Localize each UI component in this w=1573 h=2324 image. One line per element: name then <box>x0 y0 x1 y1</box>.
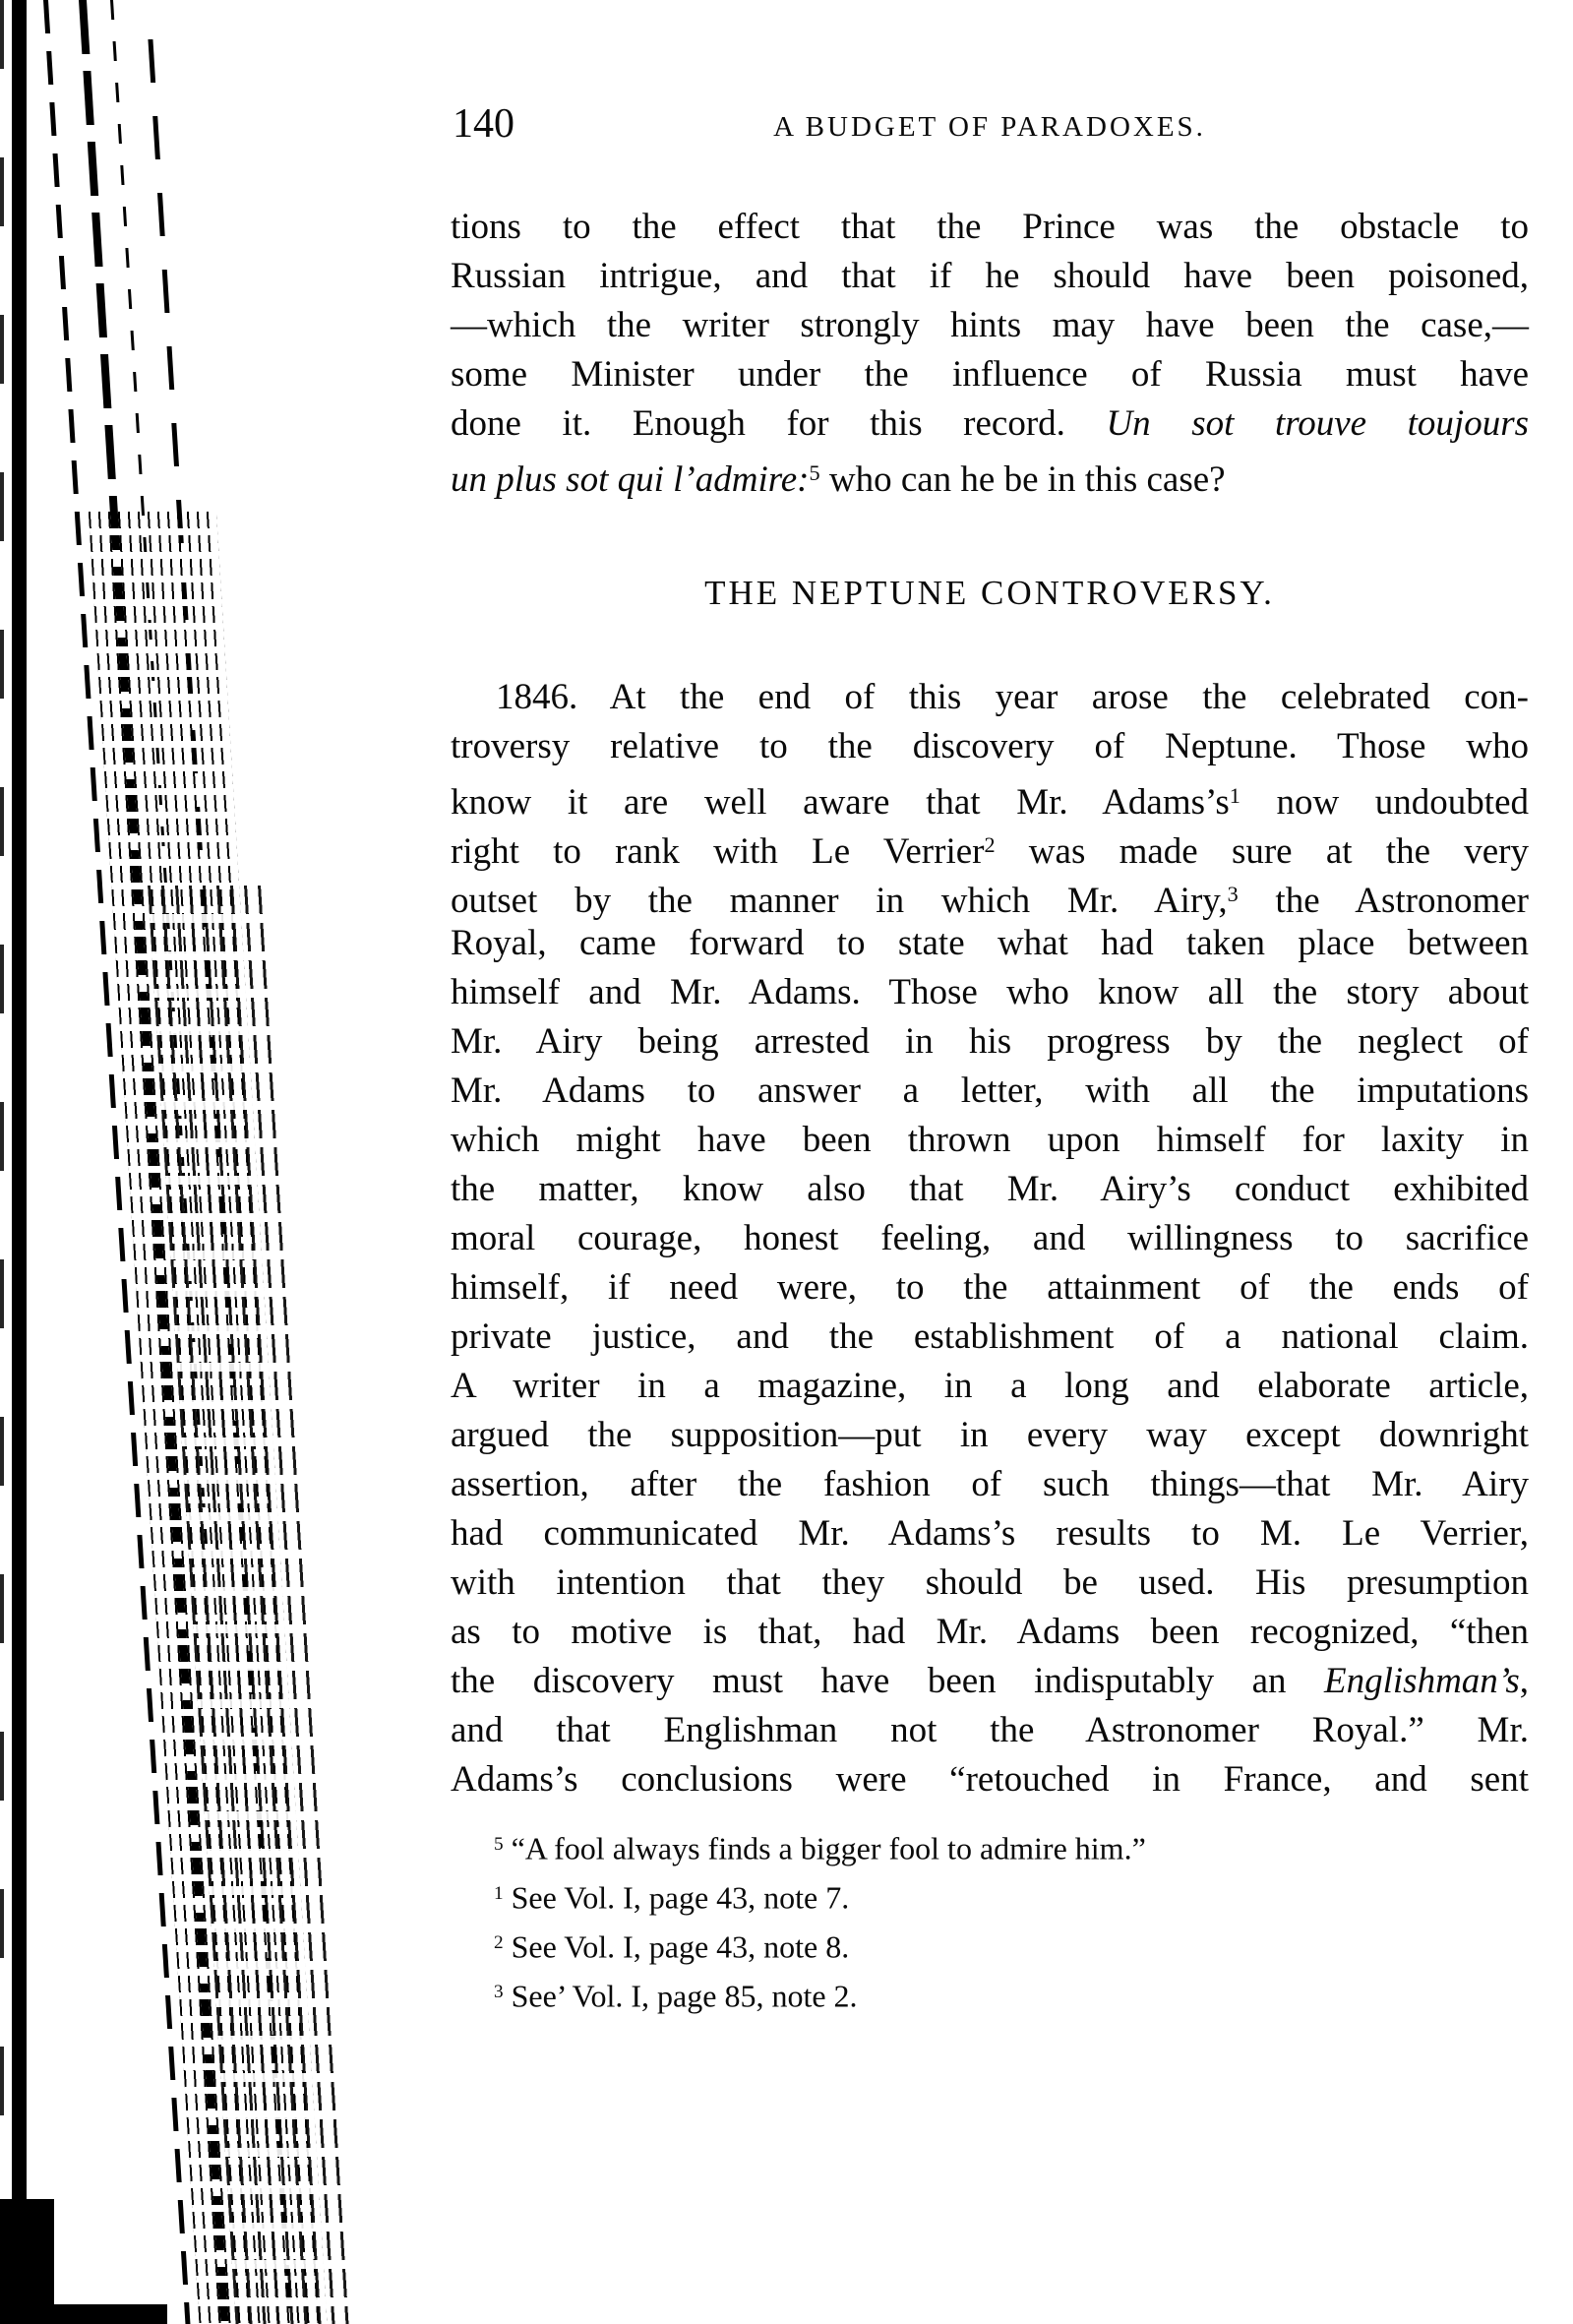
text-line <box>451 771 1529 824</box>
text-line <box>494 1919 1529 1968</box>
binding-streak <box>0 0 4 2324</box>
binding-streak <box>110 0 210 1574</box>
text-segment: with intention that they should be used. His presumption <box>451 1562 1529 1603</box>
footnote-marker: 3 <box>1227 882 1239 906</box>
paragraph-intro <box>451 203 1529 501</box>
text-line <box>451 1214 1529 1263</box>
binding-bar-bottom <box>0 2304 167 2324</box>
text-line <box>451 1460 1529 1509</box>
text-segment: the discovery must have been indisputably an <box>451 1661 1325 1701</box>
text-line <box>451 449 1529 501</box>
text-segment: Russian intrigue, and that if he should have been poisoned, <box>451 256 1529 296</box>
text-segment: , <box>1519 1661 1529 1701</box>
text-segment: Adams’s conclusions were “retouched in France, and sent <box>451 1759 1529 1800</box>
binding-streak <box>43 0 190 2324</box>
footnote-marker: 1 <box>494 1883 504 1904</box>
text-line <box>451 1313 1529 1362</box>
text-segment: un plus sot qui l’admire: <box>451 459 810 501</box>
text-line <box>451 1608 1529 1657</box>
text-line <box>451 968 1529 1017</box>
text-line <box>451 1263 1529 1313</box>
text-segment: the Astronomer <box>1238 881 1530 922</box>
footnote-marker: 2 <box>494 1932 504 1953</box>
text-segment: right to rank with Le Verrier <box>451 831 985 873</box>
text-segment: now undoubted <box>1240 782 1529 824</box>
text-segment: See Vol. I, page 43, note 7. <box>503 1879 850 1916</box>
text-segment: Un sot trouve toujours <box>1106 403 1529 444</box>
footnote-marker: 3 <box>494 1982 504 2002</box>
text-line <box>451 350 1529 399</box>
footnotes <box>494 1820 1529 2017</box>
text-segment: Englishman’s <box>1324 1661 1520 1701</box>
text-segment: was made sure at the very <box>995 831 1529 873</box>
text-segment: tions to the effect that the Prince was the obstacle to <box>451 207 1529 247</box>
text-segment: troversy relative to the discovery of Neptune. Those who <box>451 726 1529 766</box>
footnote-marker: 2 <box>984 832 996 857</box>
text-segment: done it. Enough for this record. <box>451 403 1107 444</box>
text-segment: assertion, after the fashion of such things—that Mr. Airy <box>451 1464 1529 1504</box>
footnote-marker: 5 <box>809 460 820 485</box>
binding-streak <box>79 0 228 2324</box>
text-segment: outset by the manner in which Mr. Airy, <box>451 881 1228 922</box>
binding-bar <box>12 0 27 2324</box>
text-line <box>451 1657 1529 1706</box>
text-line <box>451 1017 1529 1067</box>
section-heading: THE NEPTUNE CONTROVERSY. <box>704 574 1275 612</box>
text-line <box>451 1165 1529 1214</box>
text-line <box>451 252 1529 301</box>
text-line <box>451 1755 1529 1804</box>
text-segment: argued the supposition—put in every way except downright <box>451 1415 1529 1455</box>
text-segment: Mr. Adams to answer a letter, with all the imputations <box>451 1070 1529 1111</box>
text-line <box>451 870 1530 922</box>
text-segment: who can he be in this case? <box>819 459 1226 501</box>
text-line <box>494 1968 1529 2017</box>
page-header <box>451 102 1529 150</box>
text-segment: as to motive is that, had Mr. Adams been recognized, “then <box>451 1612 1529 1652</box>
binding-streak <box>148 886 353 2324</box>
text-line <box>494 1820 1529 1869</box>
text-segment: the matter, know also that Mr. Airy’s conduct exhibited <box>451 1169 1529 1209</box>
footnote-marker: 1 <box>1229 783 1240 808</box>
text-segment: Mr. Airy being arrested in his progress by the neglect of <box>451 1021 1529 1062</box>
text-line <box>451 1706 1529 1755</box>
paragraph-neptune <box>451 673 1529 1804</box>
binding-streak <box>148 39 292 2324</box>
text-line <box>451 1559 1529 1608</box>
text-line <box>451 399 1529 449</box>
running-title: A BUDGET OF PARADOXES. <box>773 111 1206 143</box>
text-line <box>451 1116 1529 1165</box>
text-segment: and that Englishman not the Astronomer Royal.” Mr. <box>451 1710 1529 1750</box>
text-segment: See’ Vol. I, page 85, note 2. <box>503 1978 858 2014</box>
text-segment: See Vol. I, page 43, note 8. <box>503 1928 850 1965</box>
text-line <box>451 1509 1529 1559</box>
text-line <box>451 1411 1529 1460</box>
text-segment: know it are well aware that Mr. Adams’s <box>451 782 1230 824</box>
text-segment: some Minister under the influence of Russia must have <box>451 354 1529 395</box>
text-segment: A writer in a magazine, in a long and elaborate article, <box>451 1366 1529 1406</box>
text-line <box>451 203 1529 252</box>
text-line <box>451 722 1529 771</box>
text-segment: himself, if need were, to the attainment of the ends of <box>451 1267 1529 1308</box>
text-line <box>451 1362 1529 1411</box>
text-segment: —which the writer strongly hints may have been the case,— <box>451 305 1529 345</box>
text-segment: private justice, and the establishment of a national claim. <box>451 1316 1529 1357</box>
text-segment: moral courage, honest feeling, and willingness to sacrifice <box>451 1218 1529 1258</box>
text-line <box>451 301 1529 350</box>
text-line <box>451 919 1529 968</box>
text-line <box>451 1067 1529 1116</box>
text-segment: 1846. At the end of this year arose the celebrated con- <box>496 677 1529 717</box>
footnote-marker: 5 <box>494 1834 504 1855</box>
text-line <box>451 821 1529 873</box>
text-segment: himself and Mr. Adams. Those who know all the story about <box>451 972 1529 1012</box>
text-segment: which might have been thrown upon himself for laxity in <box>451 1120 1529 1160</box>
text-segment: “A fool always finds a bigger fool to admire him.” <box>503 1830 1146 1866</box>
text-line <box>494 1869 1529 1919</box>
binding-streak <box>89 512 328 2324</box>
page-number: 140 <box>453 101 514 147</box>
text-line <box>451 673 1529 722</box>
text-segment: had communicated Mr. Adams’s results to M. Le Verrier, <box>451 1513 1529 1554</box>
text-segment: Royal, came forward to state what had taken place between <box>451 923 1529 963</box>
binding-bar-bottom <box>0 2199 54 2324</box>
